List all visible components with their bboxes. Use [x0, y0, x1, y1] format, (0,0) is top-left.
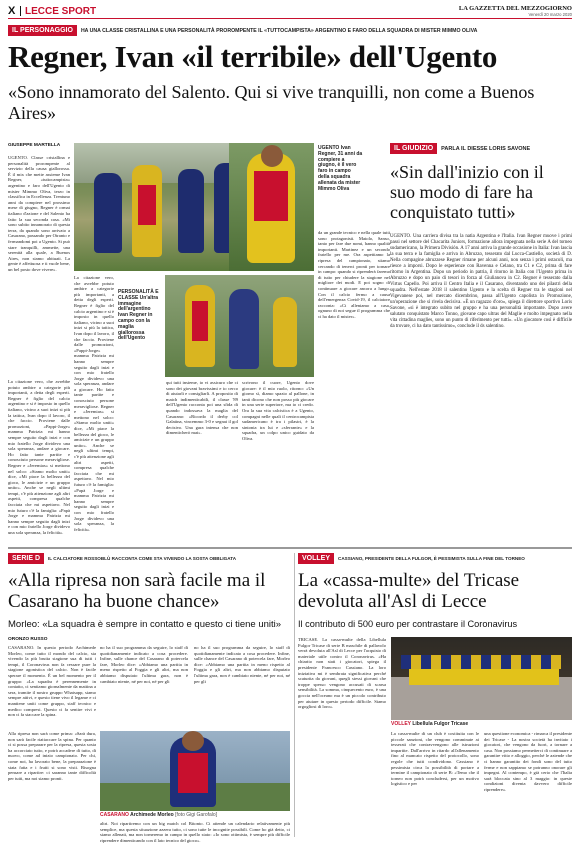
main-tag-text: HA UNA CLASSE CRISTALLINA E UNA PERSONALITÀ PROROMPENTE IL «TUTTOCAMPISTA» ARGENTINO E FARO DELLA SQUADRA DI MISTER MIMMO OLIVA	[80, 27, 478, 34]
left-caption-city: CASARANO	[100, 812, 129, 818]
main-col-2b: La citazione vero, che avrebbe potuto ambire a categorie più importanti, a detta degli esperti. Regner è figlio del calcio argentino e si è imposto in quello italiano, vicino a suoi inizi si più la tattica, Ivan dopo il lavoro, il che faccio. Proviene dalle promozioni, «Pappi-Jorge» mamma Patrizia mi hanno sempre seguito dagli inizi e con mio fratello Jorge dividevo una sola speranza, andare a giocare. Ho fatto tante partite e conosciuto persone meravigliose. Regner e «Jeremias» si mettono nel solco: «Siamo molto uniti» dice, «Mi piace la bellezza del gioco, le amicizie e un gruppo unito». Anche se negli ultimi tempi, c'è più attenzione agli altri aspetti, compresa qualche facciata che mi aspettavo. Nel mio futuro c'è la famiglia: «Papà Jorge e mamma Patrizia mi hanno sempre seguito dagli inizi e con mio fratello Jorge dividevo una sola speranza, la felicità».	[74, 275, 114, 532]
left-byline: ORONZO RUSSO	[8, 637, 48, 642]
right-tag: VOLLEY	[298, 553, 334, 564]
right-col-2: La cassa-multe di un club è costituita con le piccole sanzioni, che vengono comminate ai tesserati che contravvengono alle istruzioni impartite. Dall'arrivo in ritardo all'allenamento fino al mancato rispetto del protocollo, sono regole che tutti condividono. Cassiano è pessimista circa la possibilità di portare a termine il campionato di serie B: «Temo che il torneo non potrà concludersi, per un motivo logistico e per	[391, 731, 479, 787]
left-photo	[100, 731, 290, 811]
right-col-1: TRICASE. La cassa-multe della Libellula Fulgor Tricase di serie B maschile di pallavolo verrà devoluta all'Asl di Lecce per l'acquisto di materiale utile contro il Coronavirus. «Ha chiarito non stati i giocatori, spiega il presidente Francesco Cassiano. La loro iniziativa mi è sembrata significativa perché scaturita da giovani, quegli stessi giovani che troppe spesso vengono accusati di scarsa sensibilità. La somma, cinquecento euro, è una goccia nell'oceano ma è un piccolo contributo per aiutare in questo periodo difficile. Siamo orgogliosi di loro».	[298, 637, 386, 710]
right-tag-text: CASSIANO, PRESIDENTE DELLA FULGOR, È PESSIMISTA SULLA FINE DEL TORNEO	[338, 556, 525, 561]
masthead-divider	[20, 6, 21, 16]
left-photo-caption	[100, 813, 290, 819]
right-headline: La «cassa-multe» del Tricase devoluta all'Asl di Lecce	[298, 570, 520, 612]
sidebar-text: UGENTO. Una carriera divisa tra la natia Argentina e l'Italia. Ivan Regner muove i primi passi nel settore del Chacarita Juniors, formazione allora impegnata nella serie A del torneo sudamericano, la Primera División. A 17 anni arriva la grande occasione in Italia: Ivan lascia la sua terra e la famiglia e arriva in Abruzzo, tesserato dal Lucca-Castiello, società di D. Nella compagine abruzzese Regner rimane per alcuni anni, non senza i primi ostacoli, ma riesce a imporsi. Dopo le esperienze con Ravenna e Celano, tra C1 e C2, prima di fare ritorno in Argentina. Dopo un periodo in patria, il ritorno in Italia con l'Ugento prima in Abruzzo e dopo un paio di tesori in forza al Giulianova in C2. Regner è tesserato dalla Virtus Capello. Poi arriva il Centro Italia e il Casarano, diventando uno dei pilastri della squadra. Nell'estate 2018 il salentino Ugento e la scelta di Regner tra le stagioni nel Vigevanese poi, nel mercato dicembrino, passa all'Ugento capolista in Promozione, un'operazione che si rivela decisiva. «È un ragazzo d'oro», spiega il direttore sportivo Loris Savone, «si è integrato subito nel gruppo e ha una personalità importante. Dopo avere salutato conquistato Marco Tonno, giovane capo ultras del Maglie e molto impegnato nella vita cittadina maglies, sono un punto di riferimento per tutti». «Un giocatore così è difficile da trovare, ci ha dato tantissimo», conclude il ds salentino.	[390, 234, 572, 329]
sidebar-tag: IL GIUDIZIO	[390, 143, 437, 154]
right-col-3: una questione economica - rimarca il presidente dei Tricase - La nostra società ha invitato i giocatori, che vengono da fuori, a tornare a casa. Non possiamo permetterci di continuare a garantire vitto e alloggio, perché le aziende che ci hanno garantito dei fondi sono del tutto ferme e non sappiamo se potranno onorare gli impegni. Al contempo, è già certo che l'Italia sarà bloccata sino al 3 maggio: in queste condizioni diventa davvero difficile riprendere».	[484, 731, 573, 792]
right-tagbar	[298, 553, 572, 564]
main-tag: IL PERSONAGGIO	[8, 25, 77, 36]
right-caption-city: VOLLEY	[391, 721, 411, 727]
main-col-1: UGENTO. Classe cristallina e personalità prorompente al servizio della causa giallorossa. È il mix che mette assieme Ivan Regner, «tuttocampista» argentino e faro dell'Ugento di mister Mimmo Oliva, terzo in classifica in Eccellenza. Trentuno anni da compiere nel prossimo mese di giugno, Regner è ormai italiano d'azione e del Salento ha fatto la sua seconda casa. «Mi sono subito innamorato di questa terra, da quando sono arrivato a Casarano, passando per Otranto e fermandomi poi a Ugento. Si può stare tranquilli, ammette, una serenità alla quale, a Buenos Aires, non siamo abituati. La gente è affettuosa e ti vuole bene, un bel posto dove vivere».	[8, 155, 70, 272]
left-tag: SERIE D	[8, 553, 44, 564]
sidebar-box	[390, 143, 572, 540]
left-subheadline: Morleo: «La squadra è sempre in contatto e questo ci tiene uniti»	[8, 619, 282, 630]
sidebar-quote: «Sin dall'inizio con il suo modo di fare ha conquistato tutti»	[390, 162, 544, 222]
right-caption-name: Libellula Fulgor Tricase	[412, 721, 469, 727]
left-col-3b: no ha il suo programma da seguire, lo staff di quotidianamente indicato a cosa procedere. Infine, sulle chance del Casarano di potercela fare, Morleo dice: «Abbiamo una partita in meno rispetto al Foggia e gli altri, ma non abbiamo disputato l'ultima gara, non è cambiato niente, né per noi, né per gli	[194, 645, 290, 684]
main-subheadline: «Sono innamorato del Salento. Qui si vive tranquilli, non come a Buenos Aires»	[8, 82, 535, 123]
main-headline: Regner, Ivan «il terribile» dell'Ugento	[8, 39, 498, 74]
main-photo-match	[165, 275, 314, 377]
main-col-4: scrivono il cuore, Ugento dove giocare: è il mio ruolo, ritorno: «Un giorno sì, diamo spazio al pallone, in tanti dicono che non posso più giocare in una serie superiore, ma io ci credo. Ora la sua vita calcistica è a Ugento, compagni nelle quali il centrocampista sudamericano è tra i pilastri, è la sintonia tra lui e «sferrante» e la squadra, un colpo unico guidato da Oliva.	[242, 380, 314, 441]
main-photo-caption: PERSONALITÀ E CLASSE Un'altra immagine dell'argentino Ivan Regner in campo con la maglia giallorossa dell'Ugento	[118, 289, 159, 342]
right-subheadline: Il contributo di 500 euro per contrastare il Coronavirus	[298, 619, 518, 629]
section-divider	[8, 547, 572, 549]
sidebar-tagbar	[390, 143, 572, 154]
left-tagbar	[8, 553, 290, 564]
top-photo-caption: UGENTO Ivan Regner, 31 anni da compiere a giugno, è il vero faro in campo della squadra allenata da mister Mimmo Oliva	[318, 145, 363, 192]
left-col-2: Alla ripresa non sarà come prima: «Sarà dura, non sarà facile riattaccare la spina. Per quanto ci si possa preparare per la ripresa, questa sosta ha accorciato tutto, e potrà accadere di tutto, di nuovo, come ad inizio campionato. Per chi, come noi, ha lavorato bene, la preparazione è stata fatta e i frutti si sono visti. Bisogna pensare a ripartire: ci saranno tante difficoltà per tutti, ma noi siamo pronti.	[8, 731, 96, 781]
bottom-vertical-divider	[294, 553, 295, 837]
section-title: LECCE SPORT	[25, 6, 97, 17]
main-photo-player	[229, 143, 314, 271]
right-photo-caption	[391, 722, 572, 728]
issue-date: Venerdì 20 marzo 2020	[528, 12, 572, 17]
main-col-5: da un grande tecnico e nella quale tutti sono protagonisti. Maiolo, Sanso, tanto per fare due nomi, hanno qualità importanti. Martinez e un secondo fratello per me. Ora aspettiamo la ripresa del campionato, stiamo cercando di tenerci pronti per tornare in campo: quando si riprenderà faremo di tutto per chiudere la stagione nel migliore dei modi. E poi sogno di continuare a giocare ancora a lungo. Con il calcio fermo a causa dell'emergenza Covid-19, il calciatore racconta: «Ci alleniamo a casa, ognuno di noi segue il programma che ci ha dato il mister».	[318, 230, 390, 319]
left-col-1: CASARANO. In questo periodo Archimede Morleo, come tutto il mondo del calcio, sta vivendo la più brutta stagione sua di tutti i tempi, il Coronavirus non fa cessare pure la stagione agonistica del calcio. Non è facile sperare il momento. È un bel momento per il gruppo: «La squadra è perennemente in contatto, ci sentiamo giornalmente da mattina a sera, tramite il nostro gruppo Whatsapp, siamo sempre attivi, e questo tiene vivo il legame e ci mantiene uniti come gruppo, staff tecnico e medico compresi. Questo ci fa sentire vivi e non ci fa staccare la spina.	[8, 645, 96, 718]
main-byline: GIUSEPPE MARTELLA	[8, 143, 61, 148]
page-number: X	[8, 5, 16, 17]
left-tag-text: IL CALCIATORE ROSSOBLÙ RACCONTA COME STA VIVENDO LA SOSTA OBBLIGATA	[48, 556, 237, 561]
left-col-3: no ha il suo programma da seguire, lo staff di quotidianamente indicato a cosa procedere. Infine, sulle chance del Casarano di potercela fare, Morleo dice: «Abbiamo una partita in meno rispetto al Foggia e gli altri, ma non abbiamo disputato l'ultima gara, non è cambiato niente, né per noi, né per gli	[100, 645, 188, 684]
main-tagbar	[8, 25, 572, 36]
left-col-4: altri. Noi ripartiremo con un big match col Bitonto. Ci attende un calendario relativamente più semplice, ma questa situazione azzera tutto, ci sono tutte le incognite possibili. Come ho già detto, ci siamo allenati, ma non torneremo in campo in quello stato: «Io sono ottimista, è sempre più difficile riprendere dimenticando con il lato tecnico del gioco».	[100, 821, 290, 843]
right-photo	[391, 637, 572, 720]
sidebar-tag-text: PARLA IL DIESSE LORIS SAVONE	[441, 145, 531, 152]
masthead	[8, 5, 572, 19]
left-headline: «Alla ripresa non sarà facile ma il Casarano ha buone chance»	[8, 570, 266, 612]
main-col-3: qui tutti insieme, io vi assicuro che ci sono dei giovani bravissimi e io cerco di aiutarli e consigliarli. A proposito di match indimenticabili, il classe '89 dell'Ugento racconta poi una sfida di quando indossava la maglia del Casarano: «Ricordo il derby col Galatina, vincemmo 3-0 e segnai il gol decisivo. Una gara intensa che non dimenticherò mai».	[166, 380, 238, 436]
left-caption-credit: [foto Gigi Garofalo]	[175, 812, 218, 818]
main-col-2: La citazione vero, che avrebbe potuto ambire a categorie più importanti, a detta degli esperti. Regner è figlio del calcio argentino e si è imposto in quello italiano, vicino a suoi inizi si più la tattica, Ivan dopo il lavoro, il che faccio. Proviene dalle promozioni, «Pappi-Jorge» mamma Patrizia mi hanno sempre seguito dagli inizi e con mio fratello Jorge dividevo una sola speranza, andare a giocare. Ho fatto tante partite e conosciuto persone meravigliose. Regner e «Jeremias» si mettono nel solco: «Siamo molto uniti» dice, «Mi piace la bellezza del gioco, le amicizie e un gruppo unito». Anche se negli ultimi tempi, c'è più attenzione agli altri aspetti, compresa qualche facciata che mi aspettavo. Nel mio futuro c'è la famiglia: «Papà Jorge e mamma Patrizia mi hanno sempre seguito dagli inizi e con mio fratello Jorge dividevo una sola speranza, la felicità».	[8, 379, 70, 536]
left-caption-name: Archimede Morleo	[130, 812, 174, 818]
newspaper-name: LA GAZZETTA DEL MEZZOGIORNO	[458, 5, 572, 12]
